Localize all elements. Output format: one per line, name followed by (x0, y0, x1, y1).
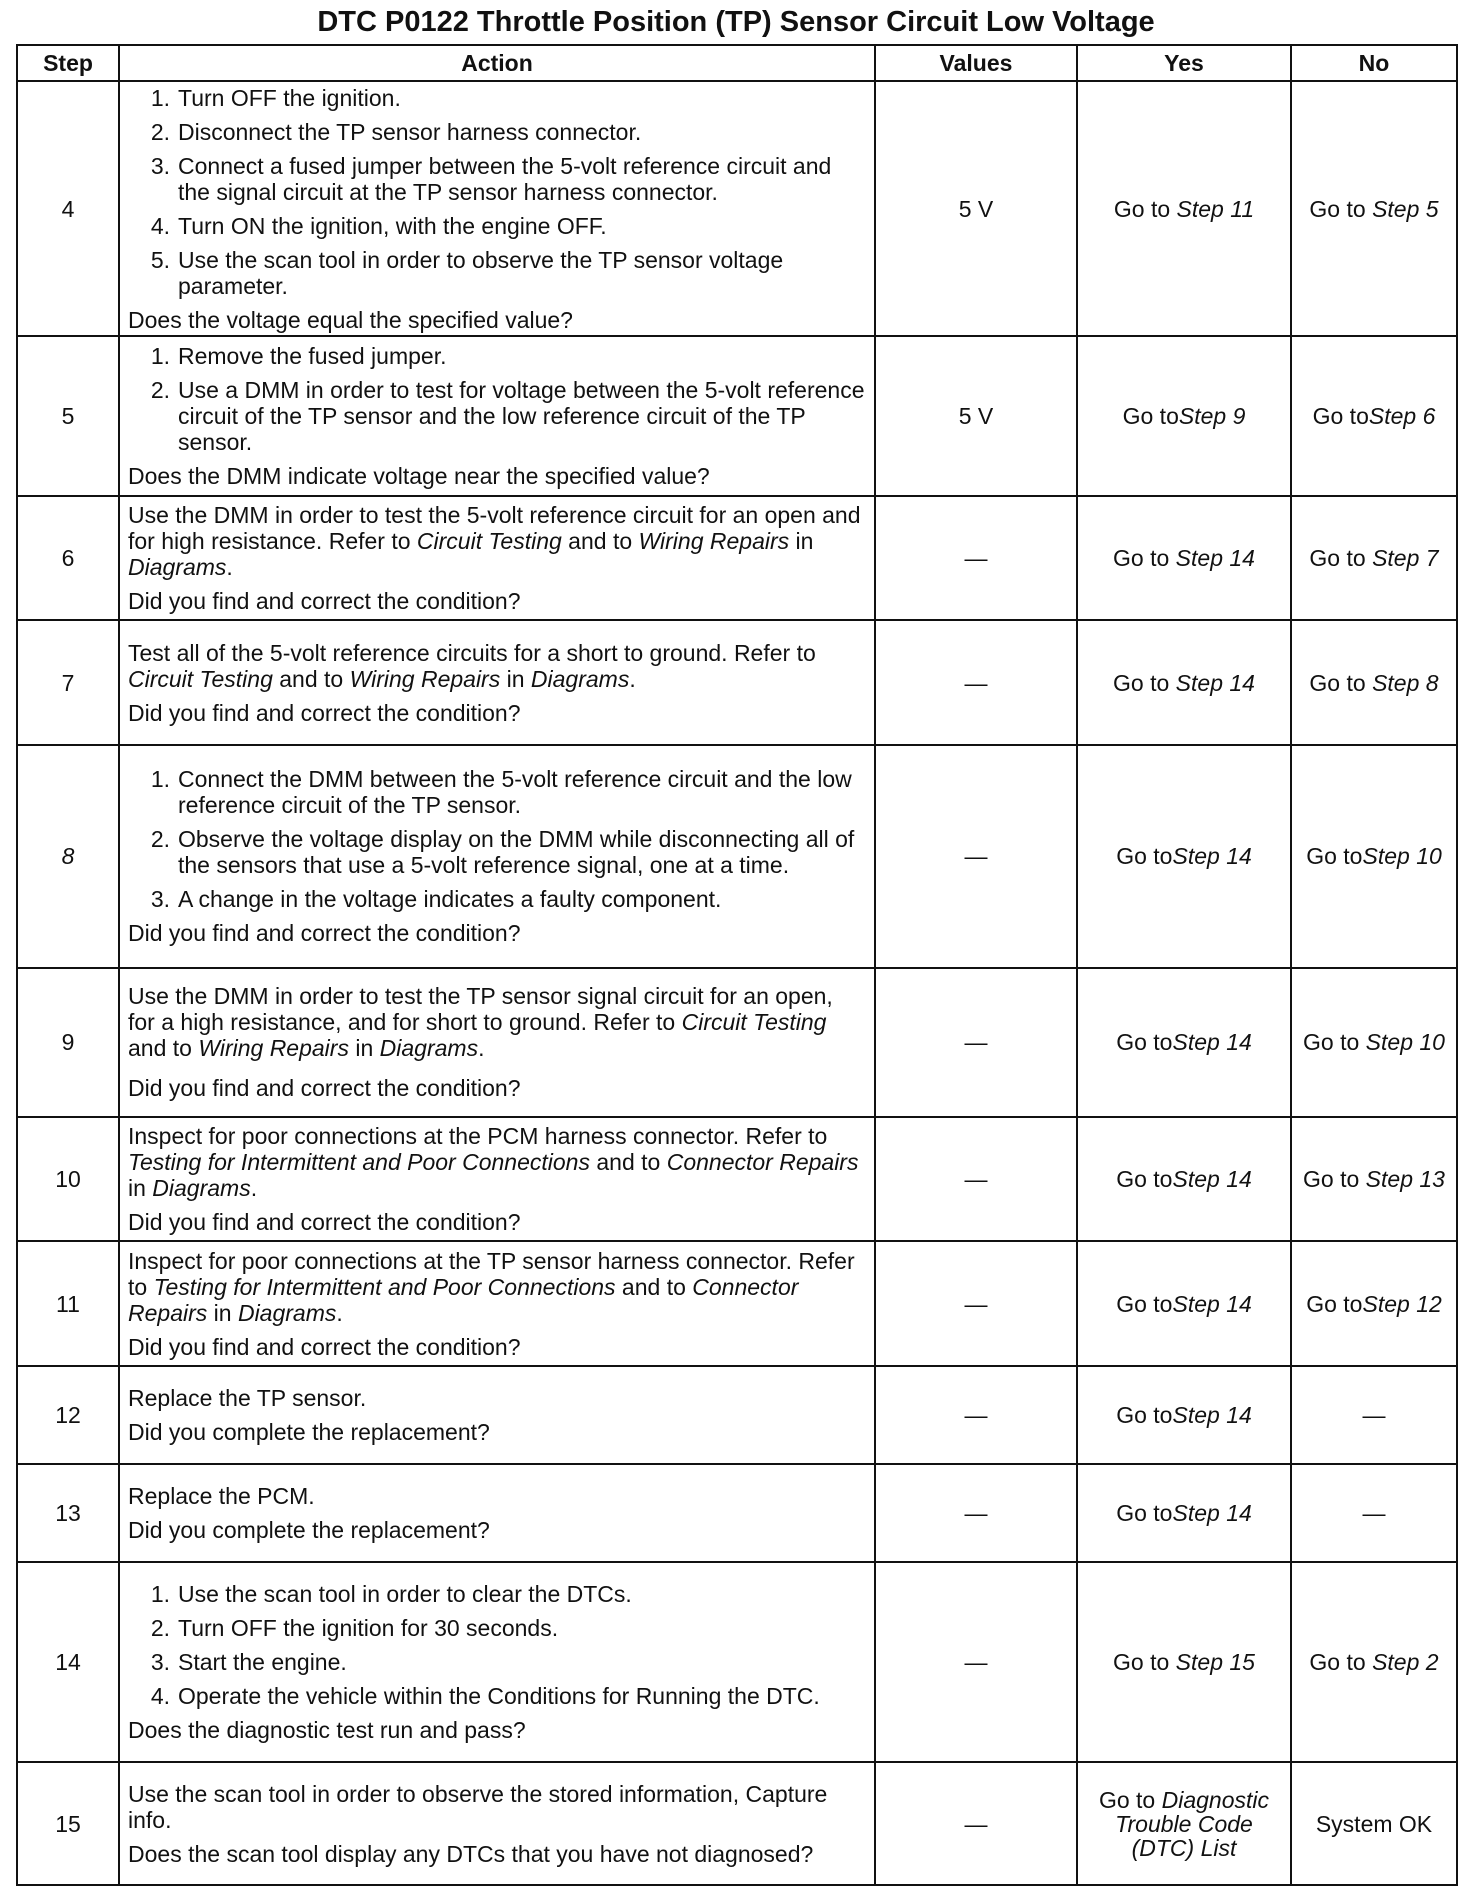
header-yes: Yes (1077, 45, 1291, 81)
yes-cell: Go to Step 15 (1077, 1562, 1291, 1762)
list-number: 1. (150, 1581, 170, 1608)
step-link: Step 14 (1172, 1402, 1252, 1429)
table-row-step-10 (17, 1117, 1457, 1242)
step-number: 11 (17, 1241, 119, 1366)
action-cell (119, 81, 875, 336)
yes-cell: Go toStep 14 (1077, 1241, 1291, 1366)
no-cell: — (1291, 1366, 1457, 1464)
no-cell: Go toStep 6 (1291, 336, 1457, 495)
instruction-text: Test all of the 5-volt reference circuits for a short to ground. Refer to Circuit Testing and to Wiring Repairs in Diagrams. (128, 639, 816, 692)
no-cell: Go to Step 13 (1291, 1117, 1457, 1242)
action-cell (119, 745, 875, 968)
instruction-text: Replace the TP sensor. (128, 1385, 367, 1412)
yes-cell: Go to Step 14 (1077, 620, 1291, 745)
yes-cell: Go toStep 14 (1077, 1117, 1291, 1242)
step-link: Step 14 (1175, 545, 1255, 572)
list-item: 1. Use the scan tool in order to clear the DTCs. (128, 1581, 866, 1607)
value-cell: — (875, 968, 1077, 1117)
step-link: Step 14 (1172, 1500, 1252, 1527)
header-row (17, 45, 1457, 81)
instruction-text: Use the DMM in order to test the 5-volt reference circuit for an open and for high resistance. Refer to Circuit Testing and to Wiring Repairs in Diagrams. (128, 502, 861, 581)
yes-cell: Go to Step 11 (1077, 81, 1291, 336)
yes-cell: Go toStep 14 (1077, 1464, 1291, 1562)
question-text: Does the voltage equal the specified value? (128, 306, 573, 333)
step-link: Step 14 (1172, 1166, 1252, 1193)
list-number: 3. (150, 886, 170, 913)
step-link: Step 10 (1362, 843, 1442, 870)
action-cell (119, 1241, 875, 1366)
list-number: 4. (150, 212, 170, 239)
table-row-step-9 (17, 968, 1457, 1117)
value-cell: — (875, 1366, 1077, 1464)
list-item: 4. Turn ON the ignition, with the engine OFF. (128, 213, 866, 239)
question-text: Did you find and correct the condition? (128, 1333, 521, 1360)
step-number: 13 (17, 1464, 119, 1562)
value-cell: 5 V (875, 81, 1077, 336)
list-item: 4. Operate the vehicle within the Conditions for Running the DTC. (128, 1683, 866, 1709)
yes-cell: Go toStep 9 (1077, 336, 1291, 495)
question-text: Did you find and correct the condition? (128, 1209, 521, 1236)
table-row-step-5 (17, 336, 1457, 495)
action-cell (119, 496, 875, 621)
table-row-step-8 (17, 745, 1457, 968)
value-cell: — (875, 496, 1077, 621)
value-cell: — (875, 620, 1077, 745)
value-cell: — (875, 1762, 1077, 1885)
table-row-step-15 (17, 1762, 1457, 1885)
step-number: 7 (17, 620, 119, 745)
list-number: 2. (150, 377, 170, 404)
question-text: Did you complete the replacement? (128, 1517, 490, 1544)
list-number: 1. (150, 84, 170, 111)
instruction-text: Inspect for poor connections at the TP sensor harness connector. Refer to Testing for Intermittent and Poor Connections and to Connector Repairs in Diagrams. (128, 1247, 855, 1326)
value-cell: — (875, 1562, 1077, 1762)
step-link: Step 2 (1372, 1649, 1439, 1676)
action-cell (119, 1366, 875, 1464)
action-cell (119, 620, 875, 745)
no-cell: — (1291, 1464, 1457, 1562)
question-text: Does the diagnostic test run and pass? (128, 1717, 526, 1744)
header-no: No (1291, 45, 1457, 81)
instruction-text: Use the DMM in order to test the TP sensor signal circuit for an open, for a high resistance, and for short to ground. Refer to Circuit Testing and to Wiring Repairs in Diagrams. (128, 983, 833, 1062)
list-item: 1. Turn OFF the ignition. (128, 85, 866, 111)
step-link: Step 14 (1172, 1029, 1252, 1056)
action-cell (119, 968, 875, 1117)
question-text: Did you find and correct the condition? (128, 699, 521, 726)
step-link: Step 5 (1372, 195, 1439, 222)
step-link: Step 11 (1176, 195, 1255, 222)
question-text: Did you find and correct the condition? (128, 1075, 521, 1102)
action-cell (119, 1562, 875, 1762)
step-link: Step 8 (1372, 669, 1439, 696)
no-cell: System OK (1291, 1762, 1457, 1885)
question-text: Did you find and correct the condition? (128, 920, 521, 947)
no-cell: Go to Step 8 (1291, 620, 1457, 745)
list-number: 4. (150, 1683, 170, 1710)
list-number: 3. (150, 1649, 170, 1676)
table-row-step-6 (17, 496, 1457, 621)
step-number: 9 (17, 968, 119, 1117)
step-number: 4 (17, 81, 119, 336)
instruction-text: Use the scan tool in order to observe the stored information, Capture info. (128, 1780, 828, 1833)
diagnostic-table (16, 44, 1458, 1886)
value-cell: 5 V (875, 336, 1077, 495)
step-number: 12 (17, 1366, 119, 1464)
table-row-step-14 (17, 1562, 1457, 1762)
step-link: Step 9 (1178, 403, 1246, 430)
table-row-step-13 (17, 1464, 1457, 1562)
no-cell: Go to Step 5 (1291, 81, 1457, 336)
no-cell: Go to Step 7 (1291, 496, 1457, 621)
list-item: 5. Use the scan tool in order to observe the TP sensor voltage parameter. (128, 247, 866, 299)
header-values: Values (875, 45, 1077, 81)
instruction-text: Inspect for poor connections at the PCM harness connector. Refer to Testing for Intermittent and Poor Connections and to Connector Repairs in Diagrams. (128, 1123, 859, 1202)
no-cell: Go toStep 10 (1291, 745, 1457, 968)
step-number: 15 (17, 1762, 119, 1885)
question-text: Does the DMM indicate voltage near the specified value? (128, 463, 710, 490)
table-row-step-11 (17, 1241, 1457, 1366)
list-number: 5. (150, 246, 170, 273)
list-item: 3. Connect a fused jumper between the 5-volt reference circuit and the signal circuit at the TP sensor harness connector. (128, 153, 866, 205)
list-number: 1. (150, 343, 170, 370)
list-number: 2. (150, 1615, 170, 1642)
value-cell: — (875, 1241, 1077, 1366)
yes-cell: Go to Diagnostic Trouble Code (DTC) List (1077, 1762, 1291, 1885)
step-link: Step 10 (1365, 1029, 1445, 1056)
list-number: 2. (150, 118, 170, 145)
step-number: 10 (17, 1117, 119, 1242)
step-number: 5 (17, 336, 119, 495)
step-link: Step 13 (1365, 1166, 1445, 1193)
step-number: 8 (17, 745, 119, 968)
list-number: 2. (150, 826, 170, 853)
list-item: 2. Disconnect the TP sensor harness connector. (128, 119, 866, 145)
value-cell: — (875, 1117, 1077, 1242)
step-number: 14 (17, 1562, 119, 1762)
yes-cell: Go toStep 14 (1077, 1366, 1291, 1464)
step-link: Step 7 (1372, 545, 1439, 572)
step-link: Diagnostic Trouble Code (DTC) List (1115, 1786, 1270, 1861)
yes-cell: Go toStep 14 (1077, 745, 1291, 968)
list-item: 1. Connect the DMM between the 5-volt reference circuit and the low reference circuit of the TP sensor. (128, 766, 866, 818)
step-link: Step 14 (1172, 843, 1252, 870)
instruction-text: Replace the PCM. (128, 1483, 315, 1510)
yes-cell: Go toStep 14 (1077, 968, 1291, 1117)
yes-cell: Go to Step 14 (1077, 496, 1291, 621)
question-text: Does the scan tool display any DTCs that you have not diagnosed? (128, 1840, 814, 1867)
table-row-step-7 (17, 620, 1457, 745)
list-item: 3. Start the engine. (128, 1649, 866, 1675)
step-number: 6 (17, 496, 119, 621)
step-link: Step 12 (1362, 1290, 1442, 1317)
step-link: Step 6 (1368, 403, 1436, 430)
action-cell (119, 336, 875, 495)
question-text: Did you complete the replacement? (128, 1419, 490, 1446)
action-cell (119, 1464, 875, 1562)
question-text: Did you find and correct the condition? (128, 588, 521, 615)
action-cell (119, 1762, 875, 1885)
list-number: 3. (150, 152, 170, 179)
page-title: DTC P0122 Throttle Position (TP) Sensor Circuit Low Voltage (317, 6, 1155, 38)
no-cell: Go to Step 2 (1291, 1562, 1457, 1762)
list-item: 3. A change in the voltage indicates a faulty component. (128, 886, 866, 912)
header-step: Step (17, 45, 119, 81)
no-cell: Go to Step 10 (1291, 968, 1457, 1117)
list-number: 1. (150, 766, 170, 793)
header-action: Action (119, 45, 875, 81)
value-cell: — (875, 745, 1077, 968)
step-link: Step 15 (1175, 1649, 1255, 1676)
action-cell (119, 1117, 875, 1242)
list-item: 2. Turn OFF the ignition for 30 seconds. (128, 1615, 866, 1641)
list-item: 2. Observe the voltage display on the DMM while disconnecting all of the sensors that use a 5-volt reference signal, one at a time. (128, 826, 866, 878)
list-item: 1. Remove the fused jumper. (128, 343, 866, 369)
value-cell: — (875, 1464, 1077, 1562)
step-link: Step 14 (1175, 669, 1255, 696)
table-row-step-12 (17, 1366, 1457, 1464)
no-cell: Go toStep 12 (1291, 1241, 1457, 1366)
table-row-step-4 (17, 81, 1457, 336)
step-link: Step 14 (1172, 1290, 1252, 1317)
list-item: 2. Use a DMM in order to test for voltage between the 5-volt reference circuit of the TP sensor and the low reference circuit of the TP sensor. (128, 377, 866, 455)
